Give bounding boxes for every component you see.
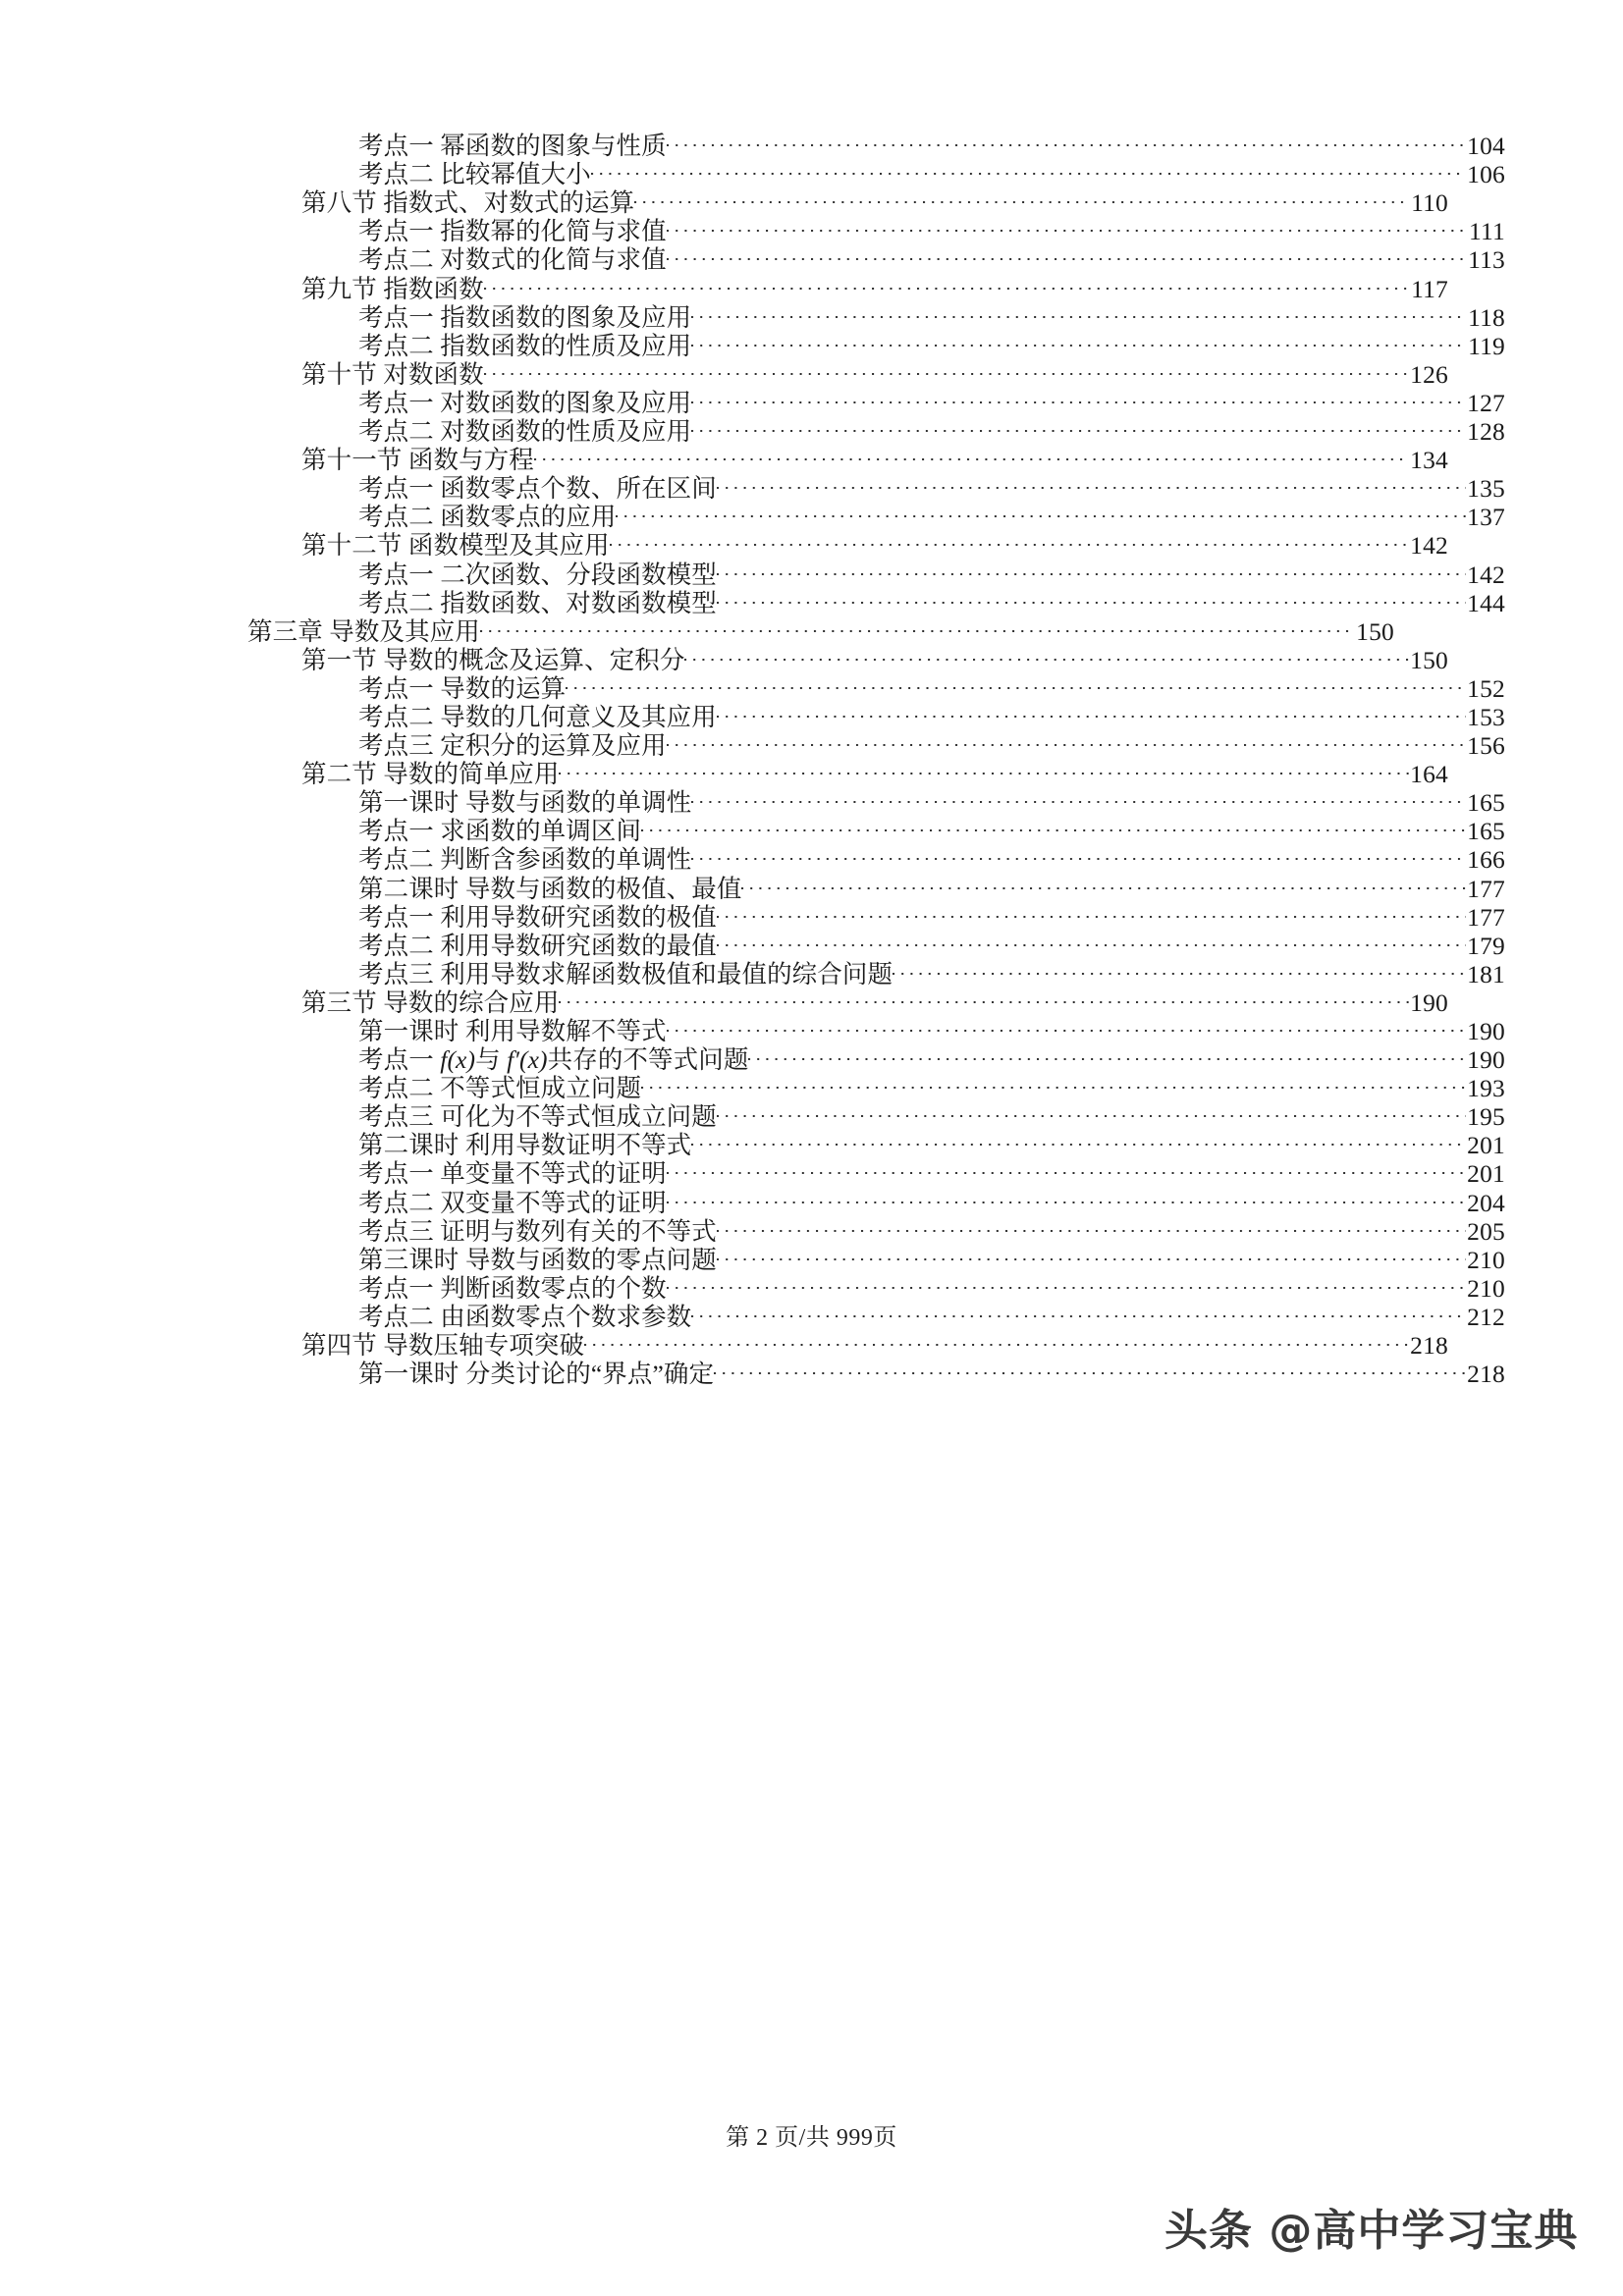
dot-leader xyxy=(691,411,1466,440)
toc-entry-page-number: 106 xyxy=(1467,160,1505,189)
toc-entry-label: 考点三 证明与数列有关的不等式 xyxy=(358,1216,717,1246)
dot-leader xyxy=(717,1211,1466,1240)
toc-entry-label: 考点三 可化为不等式恒成立问题 xyxy=(358,1102,717,1132)
dot-leader xyxy=(667,1182,1466,1210)
toc-entry-label: 考点二 利用导数研究函数的最值 xyxy=(358,931,717,960)
toc-entry-page-number: 164 xyxy=(1410,760,1448,789)
toc-entry-point[interactable] xyxy=(247,126,1505,161)
label-text: 与 xyxy=(475,1045,508,1075)
dot-leader xyxy=(741,868,1466,896)
toc-entry-page-number: 142 xyxy=(1467,560,1505,589)
toc-entry-page-number: 201 xyxy=(1467,1159,1505,1189)
toc-entry-label: 考点二 对数函数的性质及应用 xyxy=(358,417,692,447)
toc-entry-label: 第一课时 利用导数解不等式 xyxy=(358,1017,667,1045)
toc-entry-page-number: 165 xyxy=(1467,788,1505,818)
toc-entry-page-number: 111 xyxy=(1469,217,1505,246)
math-expression: f′(x) xyxy=(507,1045,548,1075)
toc-entry-label: 第三课时 导数与函数的零点问题 xyxy=(358,1245,717,1274)
toc-entry-page-number: 119 xyxy=(1468,331,1505,360)
dot-leader xyxy=(717,1240,1466,1268)
toc-entry-label: 考点二 指数函数、对数函数模型 xyxy=(358,588,717,617)
toc-entry-label: 考点一 求函数的单调区间 xyxy=(358,817,642,846)
dot-leader xyxy=(717,697,1466,725)
dot-leader xyxy=(684,640,1409,668)
dot-leader xyxy=(717,554,1466,582)
toc-entry-page-number: 193 xyxy=(1467,1074,1505,1103)
dot-leader xyxy=(667,126,1466,154)
toc-entry-label: 第二课时 导数与函数的极值、最值 xyxy=(358,874,742,903)
toc-entry-page-number: 142 xyxy=(1410,531,1448,561)
toc-entry-page-number: 201 xyxy=(1467,1131,1505,1160)
label-text: 共存的不等式问题 xyxy=(547,1045,749,1075)
dot-leader xyxy=(717,897,1466,926)
toc-entry-page-number: 128 xyxy=(1467,417,1505,447)
toc-entry-page-number: 144 xyxy=(1467,588,1505,617)
toc-entry-page-number: 177 xyxy=(1467,902,1505,932)
dot-leader xyxy=(667,1011,1466,1040)
toc-entry-label: 考点三 利用导数求解函数极值和最值的综合问题 xyxy=(358,959,893,988)
toc-entry-page-number: 104 xyxy=(1467,132,1505,161)
toc-entry-page-number: 181 xyxy=(1467,959,1505,988)
page-footer xyxy=(0,2117,1623,2152)
dot-leader xyxy=(691,839,1466,868)
toc-entry-label: 第三节 导数的综合应用 xyxy=(301,988,560,1017)
dot-leader xyxy=(667,725,1466,754)
toc-entry-page-number: 117 xyxy=(1411,274,1448,303)
toc-entry-label: 考点一 指数幂的化简与求值 xyxy=(358,217,667,246)
dot-leader xyxy=(717,468,1466,497)
toc-entry-page-number: 126 xyxy=(1410,359,1448,389)
toc-entry-label: 考点二 对数式的化简与求值 xyxy=(358,245,667,275)
toc-entry-label: 第二课时 利用导数证明不等式 xyxy=(358,1131,692,1160)
toc-entry-label: 考点一 对数函数的图象及应用 xyxy=(358,388,692,417)
toc-entry-label: 第八节 指数式、对数式的运算 xyxy=(301,188,635,218)
toc-entry-label: 第十节 对数函数 xyxy=(301,359,484,389)
dot-leader xyxy=(691,1297,1466,1325)
toc-entry-page-number: 110 xyxy=(1411,188,1448,218)
toc-entry-label: 考点二 比较幂值大小 xyxy=(358,160,591,189)
dot-leader xyxy=(584,1325,1409,1354)
toc-entry-label: 考点二 导数的几何意义及其应用 xyxy=(358,702,717,731)
toc-entry-page-number: 153 xyxy=(1467,702,1505,731)
watermark xyxy=(1164,2195,1578,2258)
toc-entry-label: 第三章 导数及其应用 xyxy=(247,616,480,646)
dot-leader xyxy=(717,583,1466,612)
dot-leader xyxy=(641,1068,1466,1096)
dot-leader xyxy=(691,326,1467,354)
dot-leader xyxy=(610,525,1409,554)
dot-leader xyxy=(641,811,1466,839)
label-text: 考点一 xyxy=(358,1045,441,1075)
dot-leader xyxy=(634,183,1410,211)
toc-entry-label: 考点一 二次函数、分段函数模型 xyxy=(358,560,717,589)
toc-entry-label: 考点二 指数函数的性质及应用 xyxy=(358,331,692,360)
toc-entry-label: 第一课时 分类讨论的“界点”确定 xyxy=(358,1360,715,1389)
dot-leader xyxy=(616,497,1466,525)
toc-entry-label: 第十一节 函数与方程 xyxy=(301,446,534,475)
dot-leader xyxy=(484,268,1410,296)
dot-leader xyxy=(691,782,1466,811)
toc-entry-label: 考点二 由函数零点个数求参数 xyxy=(358,1302,692,1331)
toc-entry-page-number: 177 xyxy=(1467,874,1505,903)
toc-entry-page-number: 118 xyxy=(1468,302,1505,332)
toc-entry-page-number: 179 xyxy=(1467,931,1505,960)
dot-leader xyxy=(591,154,1466,183)
toc-entry-label: 第十二节 函数模型及其应用 xyxy=(301,531,610,561)
math-expression: f(x) xyxy=(440,1045,476,1075)
toc-entry-page-number: 205 xyxy=(1467,1216,1505,1246)
toc-entry-page-number: 166 xyxy=(1467,845,1505,875)
toc-entry-page-number: 218 xyxy=(1467,1360,1505,1389)
dot-leader xyxy=(480,612,1355,640)
toc-entry-page-number: 152 xyxy=(1467,673,1505,703)
toc-entry-label: 考点一 导数的运算 xyxy=(358,673,567,703)
toc-entry-page-number: 150 xyxy=(1356,616,1394,646)
toc-entry-label: 考点一 单变量不等式的证明 xyxy=(358,1159,667,1189)
dot-leader xyxy=(717,926,1466,954)
dot-leader xyxy=(534,440,1409,468)
dot-leader xyxy=(667,1153,1466,1182)
toc-entry-page-number: 212 xyxy=(1467,1302,1505,1331)
dot-leader xyxy=(566,668,1466,697)
toc-entry-page-number: 113 xyxy=(1468,245,1505,275)
toc-entry-page-number: 135 xyxy=(1467,474,1505,504)
toc-entry-label: 第四节 导数压轴专项突破 xyxy=(301,1331,585,1361)
toc-entry-page-number: 137 xyxy=(1467,503,1505,532)
toc-entry-label: 考点三 定积分的运算及应用 xyxy=(358,731,667,761)
toc-entry-label: 第一节 导数的概念及运算、定积分 xyxy=(301,645,685,674)
toc-entry-page-number: 150 xyxy=(1410,645,1448,674)
toc-entry-page-number: 195 xyxy=(1467,1102,1505,1132)
dot-leader xyxy=(559,983,1409,1011)
dot-leader xyxy=(714,1354,1466,1382)
toc-entry-page-number: 210 xyxy=(1467,1245,1505,1274)
toc-entry-page-number: 190 xyxy=(1467,1045,1505,1075)
toc-entry-label: 考点一 利用导数研究函数的极值 xyxy=(358,902,717,932)
toc-entry-page-number: 156 xyxy=(1467,731,1505,761)
toc-entry-page-number: 210 xyxy=(1467,1273,1505,1303)
toc-entry-page-number: 134 xyxy=(1410,446,1448,475)
dot-leader xyxy=(691,297,1467,326)
dot-leader xyxy=(691,383,1466,411)
toc-entry-label: 第九节 指数函数 xyxy=(301,274,484,303)
toc-entry-label: 考点二 双变量不等式的证明 xyxy=(358,1188,667,1217)
toc-entry-label: 考点二 不等式恒成立问题 xyxy=(358,1074,642,1103)
toc-entry-page-number: 190 xyxy=(1410,988,1448,1017)
dot-leader xyxy=(893,954,1466,983)
toc-entry-page-number: 165 xyxy=(1467,817,1505,846)
dot-leader xyxy=(748,1040,1466,1068)
toc-entry-label: 考点二 函数零点的应用 xyxy=(358,503,617,532)
toc-entry-label: 考点二 判断含参函数的单调性 xyxy=(358,845,692,875)
footer-page-indicator: 第 2 页/共 999页 xyxy=(726,2125,897,2151)
toc-entry-label: 考点一 指数函数的图象及应用 xyxy=(358,302,692,332)
toc-entry-label: 考点一 函数零点个数、所在区间 xyxy=(358,474,717,504)
toc-entry-label: 第二节 导数的简单应用 xyxy=(301,760,560,789)
dot-leader xyxy=(559,754,1409,782)
dot-leader xyxy=(667,211,1468,240)
toc-entry-label: 考点一 幂函数的图象与性质 xyxy=(358,132,667,161)
toc-entry-page-number: 204 xyxy=(1467,1188,1505,1217)
toc-entry-page-number: 218 xyxy=(1410,1331,1448,1361)
toc-entry-page-number: 127 xyxy=(1467,388,1505,417)
dot-leader xyxy=(717,1096,1466,1125)
dot-leader xyxy=(691,1125,1466,1153)
dot-leader xyxy=(667,240,1467,268)
dot-leader xyxy=(667,1268,1466,1297)
dot-leader xyxy=(484,354,1409,383)
toc-entry-label: 第一课时 导数与函数的单调性 xyxy=(358,788,692,818)
toc-entry-label: 考点一 判断函数零点的个数 xyxy=(358,1273,667,1303)
table-of-contents-list xyxy=(247,126,1505,1389)
watermark-text: 头条 @高中学习宝典 xyxy=(1164,2206,1579,2256)
toc-entry-page-number: 190 xyxy=(1467,1017,1505,1045)
